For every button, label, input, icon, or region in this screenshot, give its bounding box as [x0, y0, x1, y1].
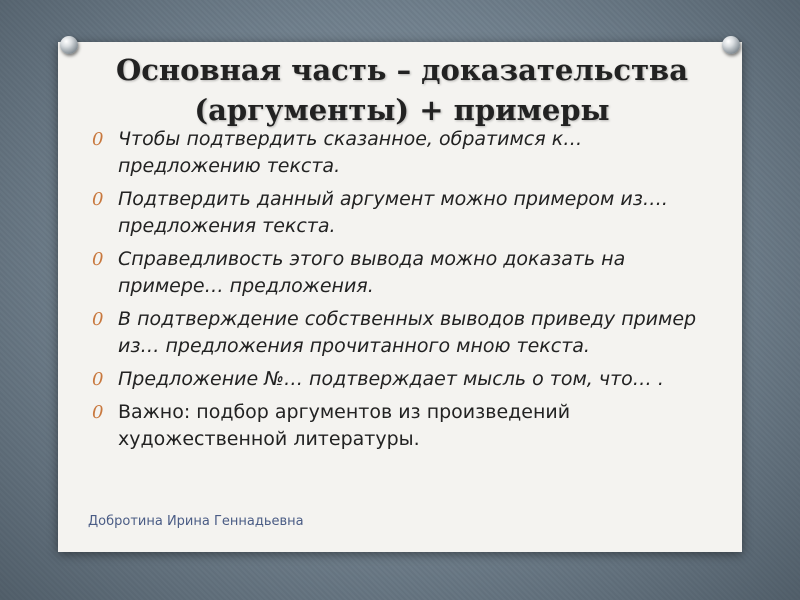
bullet-marker-icon: 0 [92, 189, 104, 210]
bullet-text: Подтвердить данный аргумент можно примером из…. предложения текста. [118, 188, 668, 237]
bullet-marker-icon: 0 [92, 129, 104, 150]
list-item [88, 306, 718, 360]
bullet-text: Справедливость этого вывода можно доказать на примере… предложения. [118, 248, 626, 297]
bullet-marker-icon: 0 [92, 249, 104, 270]
list-item [88, 186, 718, 240]
title-line-2: (аргументы) + примеры [194, 93, 610, 127]
bullet-text: Предложение №… подтверждает мысль о том, что… . [118, 368, 664, 390]
list-item [88, 399, 718, 453]
slide-title [60, 50, 744, 130]
title-line-1: Основная часть – доказательства [115, 53, 688, 87]
bullet-text: Важно: подбор аргументов из произведений художественной литературы. [118, 401, 571, 450]
list-item [88, 246, 718, 300]
bullet-marker-icon: 0 [92, 402, 104, 423]
bullet-list [88, 126, 718, 459]
list-item [88, 126, 718, 180]
list-item [88, 366, 718, 393]
author-footer: Добротина Ирина Геннадьевна [88, 514, 304, 529]
bullet-marker-icon: 0 [92, 309, 104, 330]
bullet-marker-icon: 0 [92, 369, 104, 390]
bullet-text: В подтверждение собственных выводов приведу пример из… предложения прочитанного мною текста. [118, 308, 697, 357]
bullet-text: Чтобы подтвердить сказанное, обратимся к… предложению текста. [118, 128, 583, 177]
